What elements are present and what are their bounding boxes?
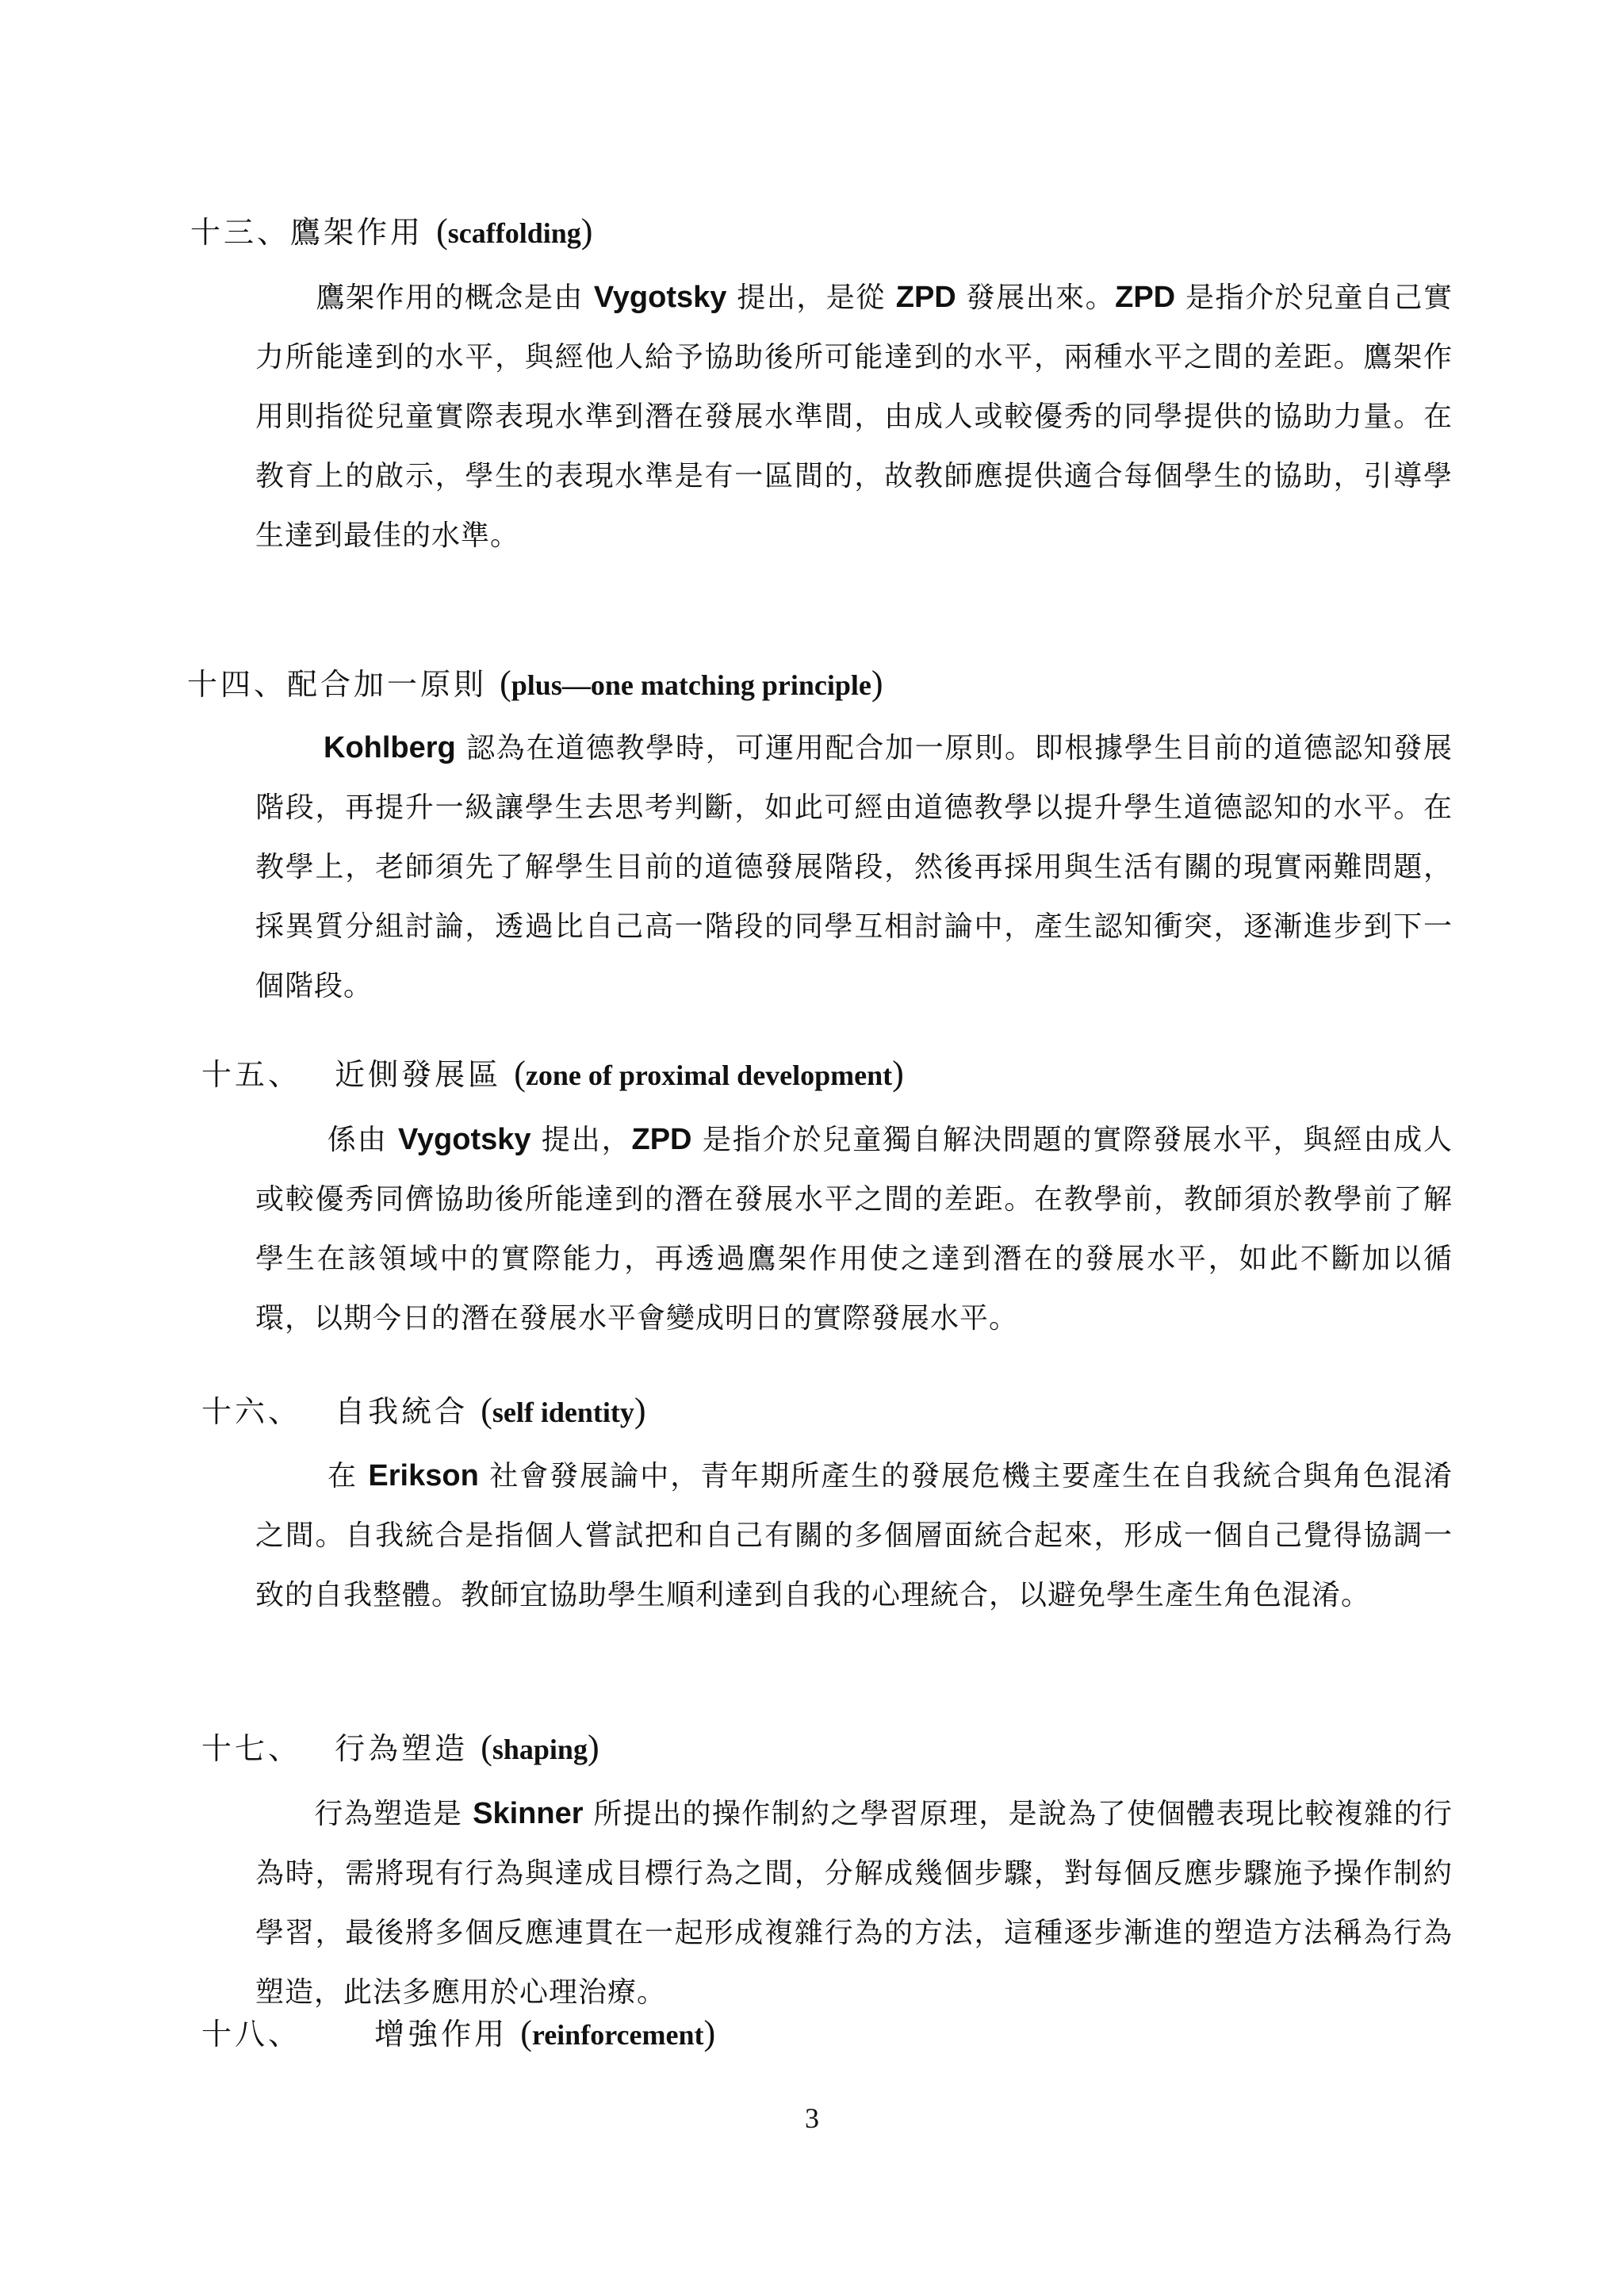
- section-body-13: 鷹架作用的概念是由 Vygotsky 提出，是從 ZPD 發展出來。ZPD 是指介於兒童自己實力所能達到的水平，與經他人給予協助後所可能達到的水平，兩種水平之間的差距。鷹架作用則指從兒童實際表現水準到潛在發展水準間，由成人或較優秀的同學提供的協助力量。在教育上的啟示，學生的表現水準是有一區間的，故教師應提供適合每個學生的協助，引導學生達到最佳的水準。: [255, 281, 1453, 552]
- section-heading-17: [201, 1729, 599, 1768]
- section-number: 十七、: [201, 1731, 302, 1766]
- name-vygotsky: Vygotsky: [593, 281, 727, 314]
- section-english-term: reinforcement: [531, 2019, 704, 2051]
- open-paren: (: [520, 2013, 532, 2052]
- section-number: 十四、: [187, 667, 288, 702]
- close-paren: ): [634, 1391, 646, 1430]
- section-body-14: Kohlberg 認為在道德教學時，可運用配合加一原則。即根據學生目前的道德認知發展階段，再提升一級讓學生去思考判斷，如此可經由道德教學以提升學生道德認知的水平。在教學上，老師須先了解學生目前的道德發展階段，然後再採用與生活有關的現實兩難問題，採異質分組討論，透過比自己高一階段的同學互相討論中，產生認知衝突，逐漸進步到下一個階段。: [255, 731, 1453, 1002]
- close-paren: ): [892, 1054, 904, 1093]
- open-paren: (: [514, 1054, 526, 1093]
- section-title: 近側發展區: [335, 1057, 502, 1092]
- term-zpd: ZPD: [895, 281, 956, 314]
- open-paren: (: [481, 1391, 492, 1430]
- close-paren: ): [871, 664, 883, 703]
- section-title: 鷹架作用: [290, 215, 424, 250]
- section-heading-14: [187, 665, 883, 704]
- section-number: 十五、: [201, 1057, 302, 1092]
- name-vygotsky: Vygotsky: [397, 1123, 531, 1156]
- section-number: 十三、: [190, 215, 291, 250]
- section-english-term: shaping: [492, 1734, 588, 1765]
- term-zpd: ZPD: [631, 1123, 692, 1156]
- term-zpd: ZPD: [1115, 281, 1176, 314]
- section-body-17: 行為塑造是 Skinner 所提出的操作制約之學習原理，是說為了使個體表現比較複雜的行為時，需將現有行為與達成目標行為之間，分解成幾個步驟，對每個反應步驟施予操作制約學習，最後將多個反應連貫在一起形成複雜行為的方法，這種逐步漸進的塑造方法稱為行為塑造，此法多應用於心理治療。: [255, 1797, 1453, 2009]
- open-paren: (: [481, 1728, 492, 1767]
- section-heading-18: [201, 2014, 715, 2054]
- page-number: 3: [805, 2102, 819, 2134]
- section-title: 自我統合: [335, 1394, 469, 1429]
- close-paren: ): [587, 1728, 599, 1767]
- name-skinner: Skinner: [473, 1797, 584, 1830]
- section-heading-13: [190, 213, 592, 252]
- section-english-term: zone of proximal development: [525, 1059, 893, 1091]
- section-number: 十八、: [201, 2017, 302, 2052]
- section-title: 配合加一原則: [287, 667, 488, 702]
- section-body-16: 在 Erikson 社會發展論中，青年期所產生的發展危機主要產生在自我統合與角色混淆之間。自我統合是指個人嘗試把和自己有關的多個層面統合起來，形成一個自己覺得協調一致的自我整體。教師宜協助學生順利達到自我的心理統合，以避免學生產生角色混淆。: [255, 1459, 1453, 1611]
- section-title: 增強作用: [374, 2017, 508, 2052]
- section-title: 行為塑造: [335, 1731, 469, 1766]
- section-number: 十六、: [201, 1394, 302, 1429]
- close-paren: ): [580, 212, 593, 251]
- open-paren: (: [436, 212, 448, 251]
- section-body-15: 係由 Vygotsky 提出，ZPD 是指介於兒童獨自解決問題的實際發展水平，與經由成人或較優秀同儕協助後所能達到的潛在發展水平之間的差距。在教學前，教師須於教學前了解學生在該領域中的實際能力，再透過鷹架作用使之達到潛在的發展水平，如此不斷加以循環，以期今日的潛在發展水平會變成明日的實際發展水平。: [255, 1123, 1453, 1335]
- open-paren: (: [500, 664, 511, 703]
- section-heading-15: [201, 1055, 904, 1094]
- section-english-term: scaffolding: [447, 217, 581, 249]
- close-paren: ): [703, 2013, 716, 2052]
- name-kohlberg: Kohlberg: [324, 731, 456, 764]
- section-english-term: self identity: [492, 1397, 634, 1428]
- name-erikson: Erikson: [368, 1459, 479, 1492]
- section-english-term: plus—one matching principle: [511, 669, 871, 701]
- section-heading-16: [201, 1392, 646, 1431]
